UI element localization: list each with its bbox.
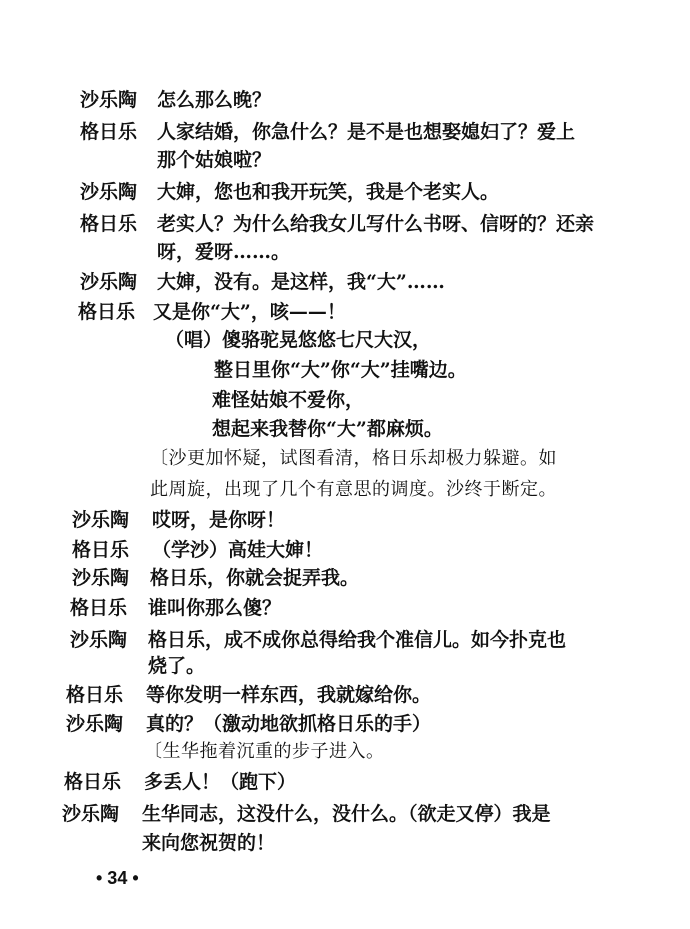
song-line: （唱）傻骆驼晃悠悠七尺大汉，: [165, 329, 432, 351]
dialogue-text: 格日乐，成不成你总得给我个准信儿。如今扑克也: [148, 629, 567, 651]
speaker-label: 沙乐陶: [66, 713, 124, 735]
song-line: 整日里你“大”你“大”挂嘴边。: [214, 359, 467, 381]
dialogue-text: 人家结婚，你急什么？是不是也想娶媳妇了？爱上: [157, 121, 576, 143]
dialogue-text: 怎么那么晚？: [157, 89, 272, 111]
dialogue-text: （学沙）高娃大婶！: [152, 539, 324, 561]
dialogue-text: 生华同志，这没什么，没什么。（欲走又停）我是: [142, 803, 551, 825]
speaker-label: 格日乐: [72, 539, 130, 561]
dialogue-text-continued: 呀，爱呀……。: [157, 241, 291, 263]
speaker-label: 格日乐: [66, 684, 124, 706]
speaker-label: 格日乐: [80, 121, 138, 143]
speaker-label: 沙乐陶: [72, 567, 130, 589]
dialogue-text: 等你发明一样东西，我就嫁给你。: [146, 684, 432, 706]
dialogue-text-continued: 烧了。: [148, 655, 206, 677]
dialogue-text: 哎呀，是你呀！: [152, 509, 286, 531]
speaker-label: 格日乐: [70, 597, 128, 619]
speaker-label: 沙乐陶: [72, 509, 130, 531]
dialogue-text-continued: 来向您祝贺的！: [142, 832, 276, 854]
dialogue-text: 大婶，没有。是这样，我“大”……: [157, 271, 445, 293]
speaker-label: 沙乐陶: [80, 89, 138, 111]
dialogue-text: 真的？（激动地欲抓格日乐的手）: [146, 713, 432, 735]
page-number: • 34 •: [96, 868, 139, 888]
dialogue-text: 老实人？为什么给我女儿写什么书呀、信呀的？还亲: [157, 213, 595, 235]
dialogue-text: 谁叫你那么傻？: [148, 597, 282, 619]
dialogue-text: 格日乐，你就会捉弄我。: [150, 567, 360, 589]
speaker-label: 格日乐: [80, 213, 138, 235]
speaker-label: 沙乐陶: [80, 271, 138, 293]
dialogue-text: 大婶，您也和我开玩笑，我是个老实人。: [157, 181, 500, 203]
speaker-label: 沙乐陶: [62, 803, 120, 825]
dialogue-text: 又是你“大”，咳——！: [153, 301, 346, 323]
dialogue-text: 多丢人！（跑下）: [144, 771, 297, 793]
stage-direction: 〔沙更加怀疑，试图看清，格日乐却极力躲避。如: [150, 448, 557, 469]
song-line: 难怪姑娘不爱你，: [212, 389, 365, 411]
speaker-label: 格日乐: [64, 771, 122, 793]
dialogue-text-continued: 那个姑娘啦？: [157, 149, 272, 171]
speaker-label: 格日乐: [78, 301, 136, 323]
speaker-label: 沙乐陶: [70, 629, 128, 651]
speaker-label: 沙乐陶: [80, 181, 138, 203]
song-line: 想起来我替你“大”都麻烦。: [212, 418, 443, 440]
stage-direction: 〔生华拖着沉重的步子进入。: [144, 741, 385, 762]
stage-direction: 此周旋，出现了几个有意思的调度。沙终于断定。: [150, 479, 557, 500]
